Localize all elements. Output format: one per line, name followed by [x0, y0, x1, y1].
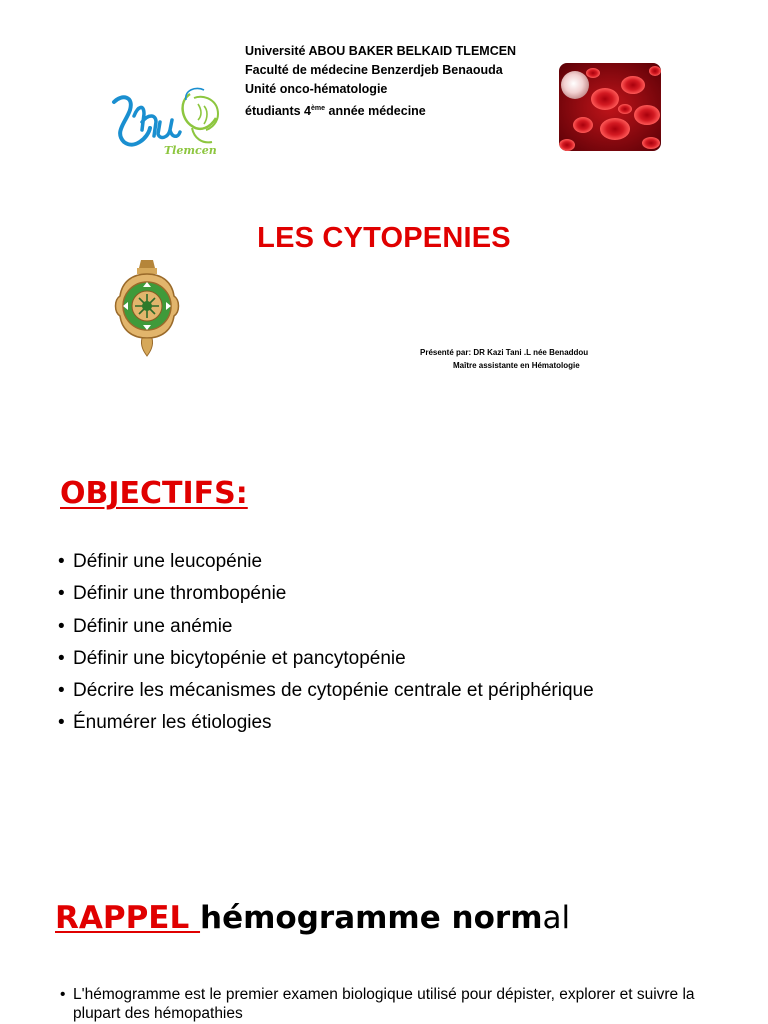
students-suffix: année médecine — [325, 104, 426, 119]
rappel-heading-normal: al — [542, 900, 571, 936]
list-item: • Définir une thrombopénie — [58, 580, 594, 612]
presenter-info — [420, 347, 588, 372]
logo-tlemcen-text: Tlemcen — [164, 144, 217, 157]
list-item: • Énumérer les étiologies — [58, 709, 594, 741]
rappel-bullet-text: L'hémogramme est le premier examen biologique utilisé pour dépister, explorer et suivre la plupart des hémopathies — [73, 986, 695, 1022]
page-title: LES CYTOPENIES — [257, 222, 511, 254]
presenter-name: Présenté par: DR Kazi Tani .L née Benaddou — [420, 348, 589, 357]
header-line-university: Université ABOU BAKER BELKAID TLEMCEN — [245, 44, 517, 58]
red-blood-cells-image — [559, 63, 661, 151]
students-prefix: étudiants 4 — [245, 104, 311, 119]
list-item: • Définir une bicytopénie et pancytopénie — [58, 645, 594, 677]
objectifs-heading: OBJECTIFS: — [60, 476, 248, 511]
presenter-role: Maître assistante en Hématologie — [453, 360, 580, 370]
rappel-bullet — [60, 985, 700, 1023]
list-item: • Définir une leucopénie — [58, 548, 594, 580]
university-emblem — [112, 256, 182, 360]
list-item: • Définir une anémie — [58, 613, 594, 645]
rappel-heading — [55, 900, 570, 936]
rappel-heading-red: RAPPEL — [55, 900, 201, 936]
objectifs-list — [58, 548, 594, 742]
bullet-dot-icon: • — [60, 986, 66, 1003]
list-item: • Décrire les mécanismes de cytopénie centrale et périphérique — [58, 677, 594, 709]
blood-cells-graphic — [559, 63, 661, 151]
chu-tlemcen-logo — [108, 80, 228, 160]
students-superscript: ème — [311, 105, 326, 112]
university-header — [245, 42, 516, 121]
chu-logo-graphic — [108, 80, 228, 160]
rappel-heading-bold: hémogramme norm — [200, 900, 543, 936]
emblem-graphic — [112, 256, 182, 360]
header-line-students — [245, 99, 516, 121]
header-line-unit: Unité onco-hématologie — [245, 82, 388, 96]
header-line-faculty: Faculté de médecine Benzerdjeb Benaouda — [245, 63, 503, 77]
